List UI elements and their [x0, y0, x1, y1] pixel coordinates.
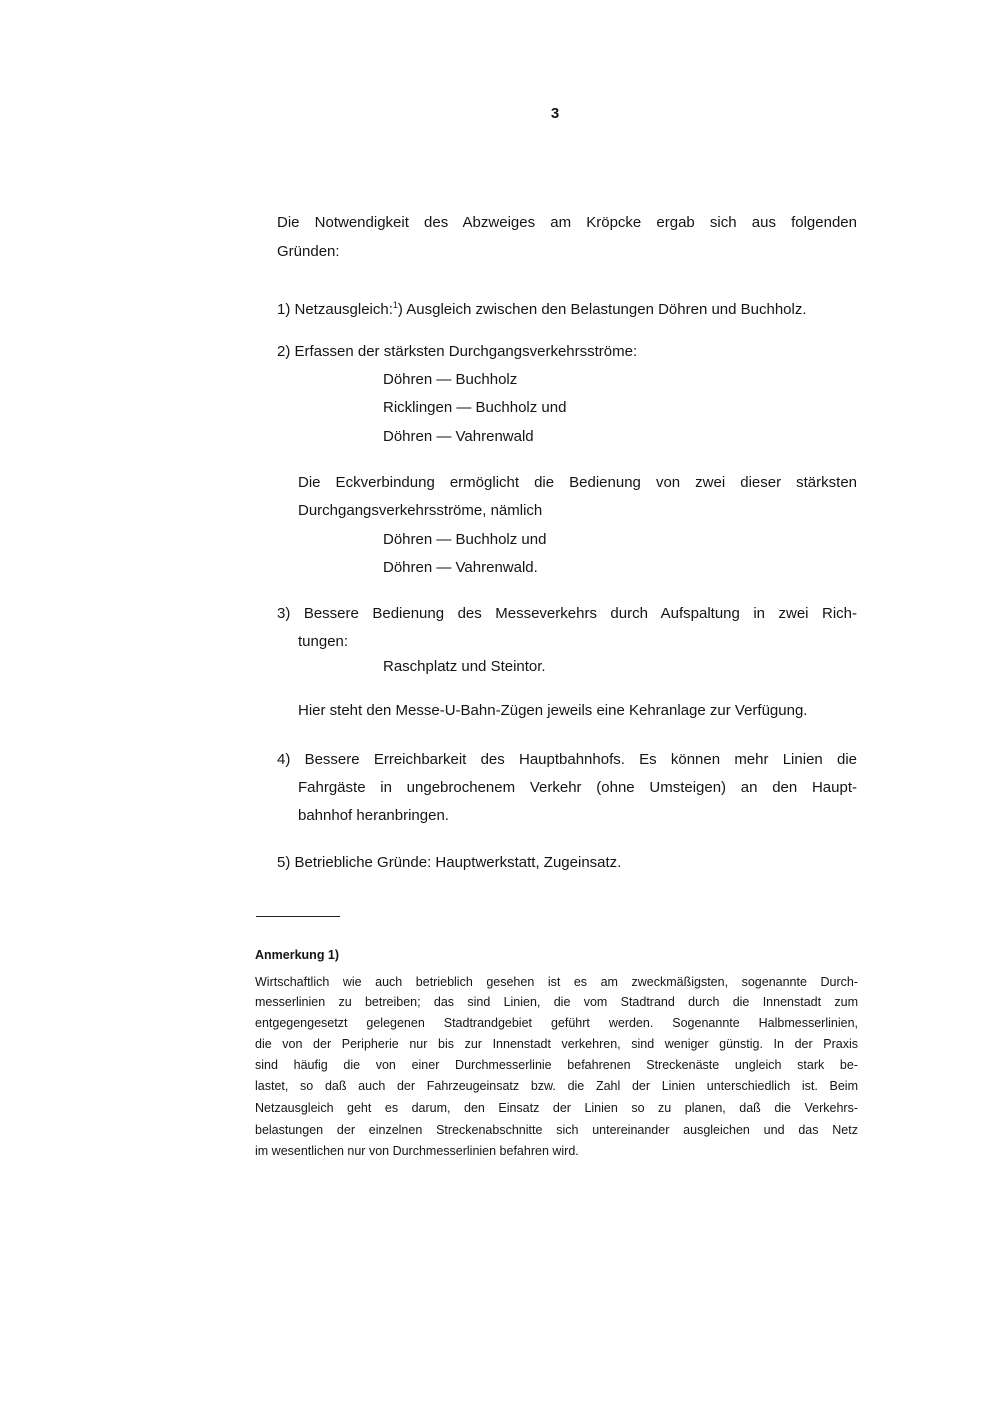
footnote-line: Netzausgleich geht es darum, den Einsatz der Linien so zu planen, daß die Verkehrs-	[255, 1101, 858, 1115]
item-3-line-1: 3) Bessere Bedienung des Messeverkehrs durch Aufspaltung in zwei Rich-	[277, 605, 857, 622]
item-2-route: Döhren — Buchholz	[383, 371, 518, 388]
item-2-note-route: Döhren — Buchholz und	[383, 531, 547, 548]
footnote-line: messerlinien zu betreiben; das sind Linien, die vom Stadtrand durch die Innenstadt zum	[255, 995, 858, 1009]
intro-line-1: Die Notwendigkeit des Abzweiges am Kröpcke ergab sich aus folgenden	[277, 214, 857, 231]
item-3-destinations: Raschplatz und Steintor.	[383, 658, 546, 675]
footnote-line: die von der Peripherie nur bis zur Innenstadt verkehren, sind weniger günstig. In der Praxis	[255, 1037, 858, 1051]
item-1-text: 1) Netzausgleich:	[277, 301, 393, 318]
footnote-ref: 1	[392, 300, 398, 310]
item-5: 5) Betriebliche Gründe: Hauptwerkstatt, Zugeinsatz.	[277, 854, 622, 871]
footnote-line: Wirtschaftlich wie auch betrieblich gesehen ist es am zweckmäßigsten, sogenannte Durch-	[255, 975, 858, 989]
footnote-line: lastet, so daß auch der Fahrzeugeinsatz bzw. die Zahl der Linien unterschiedlich ist. Beim	[255, 1079, 858, 1093]
footnote-separator	[256, 916, 340, 917]
footnote-title: Anmerkung 1)	[255, 948, 340, 962]
item-4-line-1: 4) Bessere Erreichbarkeit des Hauptbahnhofs. Es können mehr Linien die	[277, 751, 857, 768]
item-1-text-rest: ) Ausgleich zwischen den Belastungen Döhren und Buchholz.	[397, 301, 807, 318]
item-2-route: Ricklingen — Buchholz und	[383, 399, 567, 416]
item-2-heading: 2) Erfassen der stärksten Durchgangsverkehrsströme:	[277, 343, 638, 360]
item-2-note-line-1: Die Eckverbindung ermöglicht die Bedienung von zwei dieser stärksten	[298, 474, 857, 491]
page-number: 3	[550, 105, 560, 122]
item-3-note: Hier steht den Messe-U-Bahn-Zügen jeweils eine Kehranlage zur Verfügung.	[298, 702, 808, 719]
item-4-line-2: Fahrgäste in ungebrochenem Verkehr (ohne Umsteigen) an den Haupt-	[298, 779, 857, 796]
item-3-line-2: tungen:	[298, 633, 349, 650]
item-2-route: Döhren — Vahrenwald	[383, 428, 534, 445]
footnote-line: sind häufig die von einer Durchmesserlinie befahrenen Streckenäste ungleich stark be-	[255, 1058, 858, 1072]
footnote-line: entgegengesetzt gelegenen Stadtrandgebiet geführt werden. Sogenannte Halbmesserlinien,	[255, 1016, 858, 1030]
footnote-line: im wesentlichen nur von Durchmesserlinien befahren wird.	[255, 1144, 579, 1158]
footnote-line: belastungen der einzelnen Streckenabschnitte sich untereinander ausgleichen und das Netz	[255, 1123, 858, 1137]
item-4-line-3: bahnhof heranbringen.	[298, 807, 449, 824]
item-2-note-line-2: Durchgangsverkehrsströme, nämlich	[298, 502, 543, 519]
item-2-note-route: Döhren — Vahrenwald.	[383, 559, 538, 576]
intro-line-2: Gründen:	[277, 243, 340, 260]
item-1	[277, 294, 807, 321]
